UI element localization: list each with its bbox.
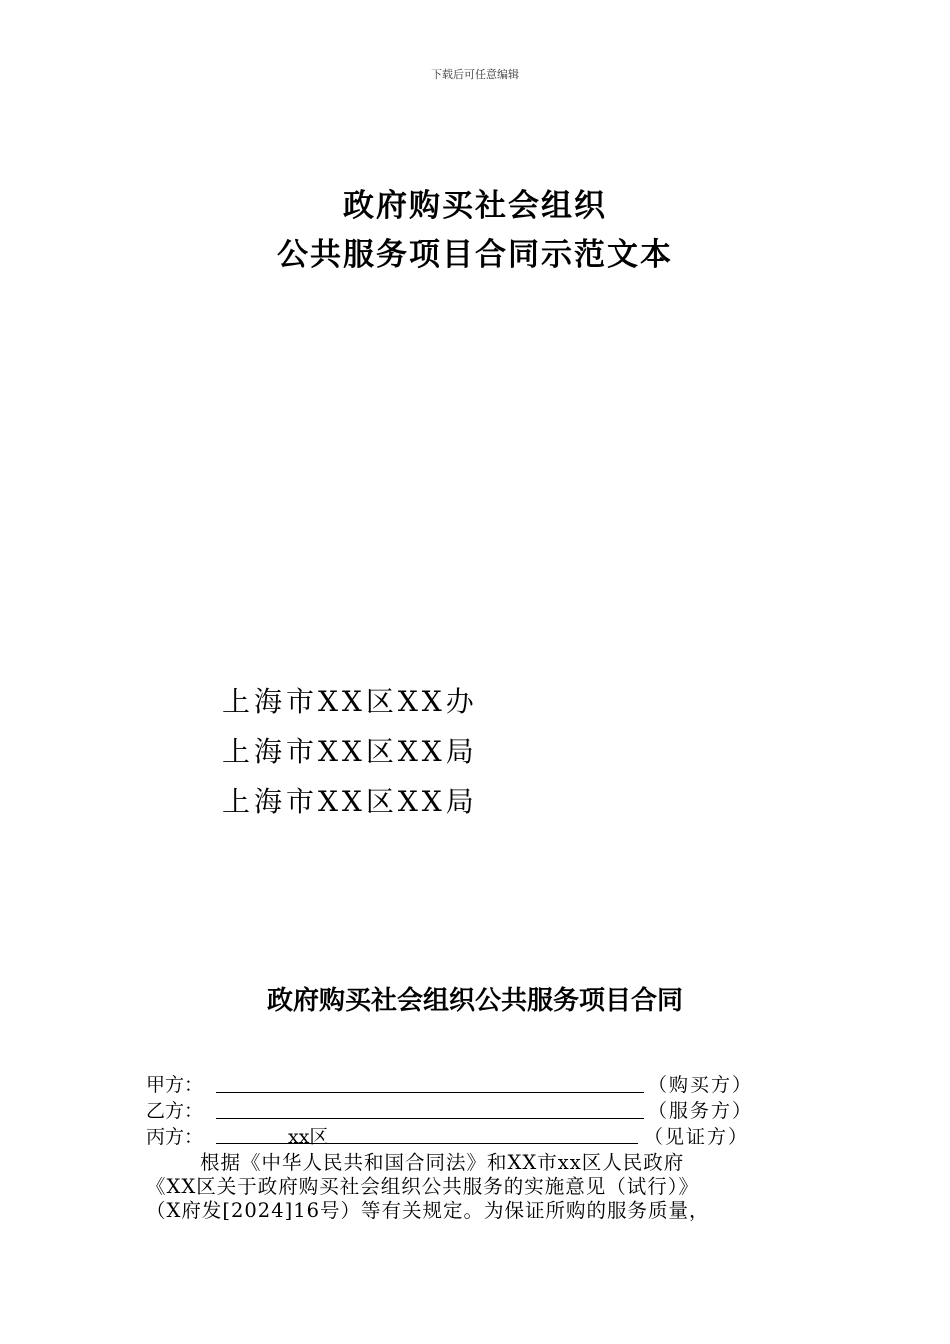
- party-a-label: 甲方：: [146, 1074, 204, 1096]
- issuer-office: 上海市XX区XX办: [222, 685, 478, 718]
- issuer-bureau-2: 上海市XX区XX局: [222, 785, 478, 818]
- party-b-field[interactable]: [216, 1096, 644, 1119]
- party-c-field[interactable]: xx区: [216, 1122, 638, 1144]
- body-line-2: 《XX区关于政府购买社会组织公共服务的实施意见（试行）》: [146, 1175, 700, 1198]
- contract-title: 政府购买社会组织公共服务项目合同: [266, 986, 683, 1016]
- party-b-row: [146, 1096, 766, 1120]
- cover-title-line2: 公共服务项目合同示范文本: [277, 237, 673, 273]
- body-line-3: （X府发[2024]16号）等有关规定。为保证所购的服务质量，: [146, 1199, 710, 1222]
- party-a-row: [146, 1070, 766, 1094]
- header-note: 下载后可任意编辑: [431, 68, 519, 81]
- party-a-field[interactable]: [216, 1070, 644, 1093]
- party-b-label: 乙方：: [146, 1100, 204, 1122]
- cover-title-line1: 政府购买社会组织: [343, 188, 607, 224]
- party-a-role: （购买方）: [648, 1074, 754, 1096]
- party-b-role: （服务方）: [648, 1100, 754, 1122]
- party-c-label: 丙方：: [146, 1126, 204, 1148]
- body-line-1: 根据《中华人民共和国合同法》和XX市xx区人民政府: [200, 1151, 685, 1174]
- party-c-row: [146, 1122, 766, 1146]
- issuer-bureau-1: 上海市XX区XX局: [222, 735, 478, 768]
- party-c-role: （见证方）: [644, 1126, 750, 1148]
